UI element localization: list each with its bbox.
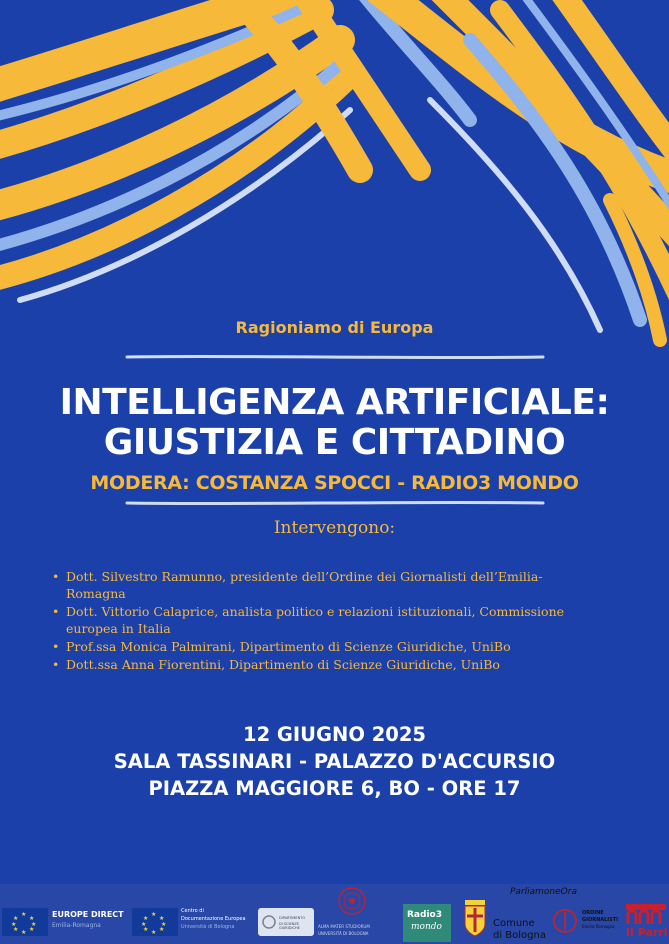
speaker-item: • Prof.ssa Monica Palmirani, Dipartimento di Scienze Giuridiche, UniBo [52,639,511,654]
comune-shield-icon [462,898,488,938]
speaker-line: Dott. Silvestro Ramunno, presidente dell’Ordine dei Giornalisti dell’Emilia- [66,569,543,584]
parliamone-ora-logo: ParliamoneOra [510,887,577,897]
comune-logo-text: di Bologna [493,930,546,941]
speaker-line: Dott.ssa Anna Fiorentini, Dipartimento di Scienze Giuridiche, UniBo [66,657,500,672]
event-date: 12 GIUGNO 2025 [243,723,426,746]
event-venue: SALA TASSINARI - PALAZZO D'ACCURSIO [113,750,556,773]
parri-logo-text: Il Parri [626,926,668,939]
divider-bottom [125,500,545,506]
speaker-item: • Dott.ssa Anna Fiorentini, Dipartimento di Scienze Giuridiche, UniBo [52,657,500,672]
unibo-seal-icon [337,886,367,916]
odg-logo-icon [552,906,578,936]
cde-logo-text: Università di Bologna [181,924,235,930]
event-address: PIAZZA MAGGIORE 6, BO - ORE 17 [148,777,521,800]
dsg-logo-text: DI SCIENZE GIURIDICHE [279,922,300,930]
eu-flag-icon: ★ ★ ★ ★ ★ ★ ★ ★ [132,908,178,936]
odg-logo-text: GIORNALISTI [582,917,619,923]
odg-logo-text: ORDINE [582,910,604,916]
title-line-1: INTELLIGENZA ARTIFICIALE: [59,382,610,423]
cde-logo-text: Centro di [181,908,204,914]
dsg-seal-icon [261,914,277,930]
radio3-mondo-logo [403,904,451,942]
sponsor-footer [0,884,669,944]
cde-logo-text: Documentazione Europea [181,916,246,922]
comune-logo-text: Comune [493,918,535,929]
dsg-logo [258,908,314,936]
speaker-line: Romagna [66,586,126,601]
eu-flag-icon: ★ ★ ★ ★ ★ ★ ★ ★ [2,908,48,936]
speaker-line: europea in Italia [66,621,171,636]
event-series-title: Ragioniamo di Europa [235,318,434,337]
brush-strokes-decoration [0,0,669,360]
europe-direct-logo-text: EUROPE DIRECT [52,910,124,919]
speaker-item: • Dott. Silvestro Ramunno, presidente dell’Ordine dei Giornalisti dell’Emilia- Romagna [52,569,543,601]
odg-logo-text: Emilia-Romagna [582,924,615,929]
divider-top [125,354,545,360]
radio3-logo-text: Radio3 [407,910,442,920]
speaker-list [52,568,612,674]
parri-arches-icon [626,904,666,924]
europe-direct-logo-subtext: Emilia-Romagna [52,922,101,929]
unibo-logo-text: UNIVERSITÀ DI BOLOGNA [318,931,369,936]
dsg-logo-text: DIPARTIMENTO [279,916,306,920]
moderator: MODERA: COSTANZA SPOCCI - RADIO3 MONDO [90,472,579,494]
speaker-line: Prof.ssa Monica Palmirani, Dipartimento di Scienze Giuridiche, UniBo [66,639,511,654]
radio3-logo-subtext: mondo [411,922,442,932]
unibo-logo-text: ALMA MATER STUDIORUM [318,924,370,929]
speaker-item: • Dott. Vittorio Calaprice, analista politico e relazioni istituzionali, Commissione europea in Italia [52,604,565,636]
speaker-line: Dott. Vittorio Calaprice, analista politico e relazioni istituzionali, Commissione [66,604,565,619]
title-line-2: GIUSTIZIA E CITTADINO [103,422,566,463]
speakers-heading: Intervengono: [273,518,396,538]
